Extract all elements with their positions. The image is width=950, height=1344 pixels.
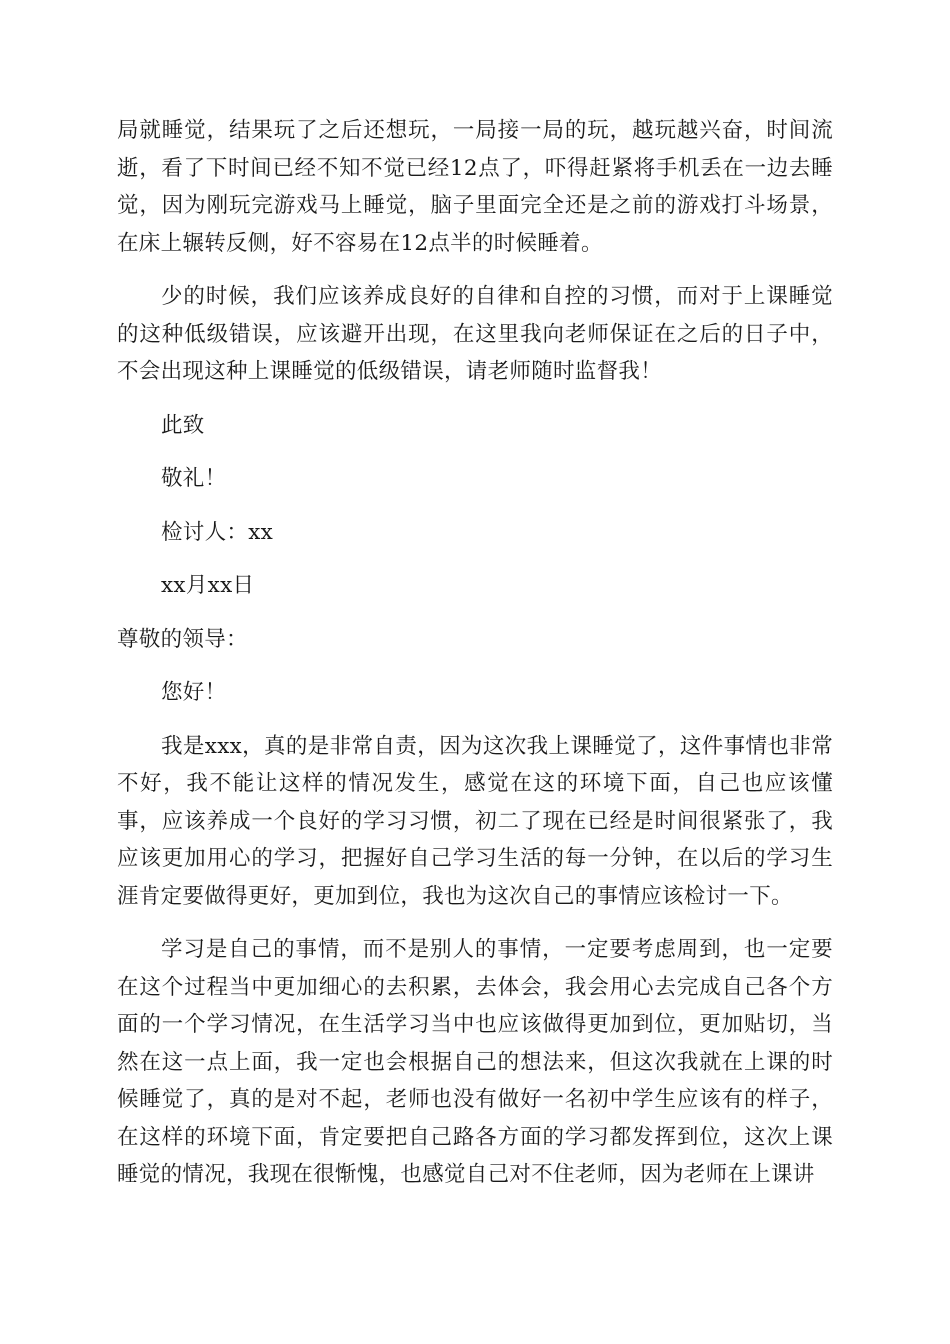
paragraph-introduction: 我是xxx，真的是非常自责，因为这次我上课睡觉了，这件事情也非常不好，我不能让这样的情况发生，感觉在这的环境下面，自己也应该懂事，应该养成一个良好的学习习惯，初二了现在已经是时间很紧张了，我应该更加用心的学习，把握好自己学习生活的每一分钟，在以后的学习生涯肯定要做得更好，更加到位，我也为这次自己的事情应该检讨一下。 — [117, 733, 833, 909]
letter-addressee: 尊敬的领导： — [117, 626, 248, 652]
paragraph-study-reflection: 学习是自己的事情，而不是别人的事情，一定要考虑周到，也一定要在这个过程当中更加细心的去积累，去体会，我会用心去完成自己各个方面的一个学习情况，在生活学习当中也应该做得更加到位，更加贴切，当然在这一点上面，我一定也会根据自己的想法来，但这次我就在上课的时候睡觉了，真的是对不起，老师也没有做好一名初中学生应该有的样子，在这样的环境下面，肯定要把自己路各方面的学习都发挥到位，这次上课睡觉的情况，我现在很惭愧，也感觉自己对不住老师，因为老师在上课讲 — [117, 937, 833, 1187]
closing-regards: 敬礼！ — [161, 466, 227, 491]
closing-salutation: 此致 — [161, 412, 205, 438]
paragraph-self-discipline: 少的时候，我们应该养成良好的自律和自控的习惯，而对于上课睡觉的这种低级错误，应该避开出现，在这里我向老师保证在之后的日子中，不会出现这种上课睡觉的低级错误，请老师随时监督我！ — [117, 284, 833, 384]
document-body — [117, 112, 833, 1194]
letter-greeting: 您好！ — [161, 680, 227, 705]
signature-author: 检讨人：xx — [161, 519, 274, 545]
paragraph-continuation: 局就睡觉，结果玩了之后还想玩，一局接一局的玩，越玩越兴奋，时间流逝，看了下时间已经不知不觉已经12点了，吓得赶紧将手机丢在一边去睡觉，因为刚玩完游戏马上睡觉，脑子里面完全还是之前的游戏打斗场景，在床上辗转反侧，好不容易在12点半的时候睡着。 — [117, 118, 833, 256]
signature-date: xx月xx日 — [161, 573, 255, 598]
